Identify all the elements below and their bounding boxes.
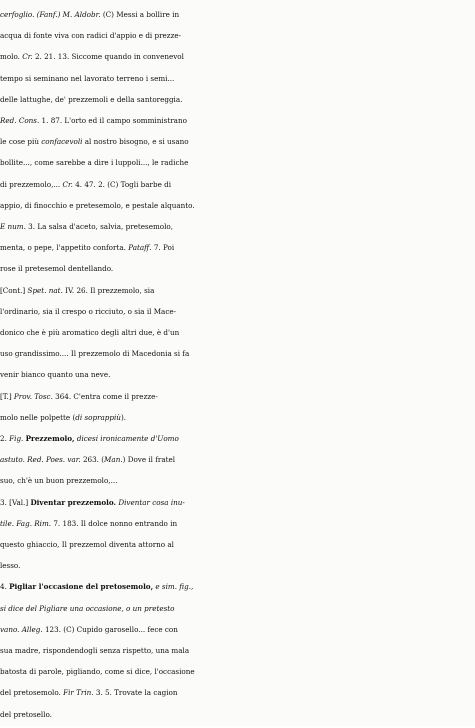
text-segment: questo ghiaccio, Il prezzemol diventa attorno al (0, 540, 174, 549)
text-segment: molo. (0, 52, 23, 62)
italic-text: Cr. (62, 179, 73, 189)
text-segment: l'ordinario, sia il crespo o ricciuto, o sia il Mace- (0, 306, 177, 316)
text-segment: rose il pretesemol dentellando. (0, 264, 114, 274)
text-segment: venir bianco quanto una neve. (0, 370, 111, 380)
text-segment: le cose più (0, 137, 42, 147)
text-segment: ). (120, 412, 127, 422)
text-segment: 123. (C) Cupido garosello... fece con (42, 624, 178, 634)
italic-text: Spet. nat. (27, 285, 63, 295)
text-segment: lesso. (0, 561, 21, 571)
text-segment: 3. [Val.] (0, 497, 31, 507)
text-segment: batosta di parole, pigliando, come si dice, l'occasione (0, 667, 195, 677)
text-segment: (C) Messi a bollire in (100, 10, 180, 19)
text-segment: acqua di fonte viva con radici d'appio e di prezze- (0, 31, 182, 41)
italic-text: Fir Trin. (63, 688, 94, 698)
text-segment: 3. 5. Trovate la cagion (93, 688, 178, 698)
text-segment: ) Dove il fratel (122, 455, 176, 465)
italic-text: Pataff. (128, 243, 152, 253)
text-segment: 7. 183. Il dolce nonno entrando in (51, 518, 178, 528)
text-segment: suo, ch'è un buon prezzemolo,... (0, 476, 118, 486)
italic-text: E num. (0, 222, 26, 231)
text-segment: [T.] (0, 391, 14, 401)
italic-text: dicesi ironicamente d'Uomo (74, 434, 179, 443)
italic-text: Prov. Tosc. (13, 391, 53, 401)
text-segment: bollite..., come sarebbe a dire i luppoli..., le radiche (0, 158, 189, 168)
bold-text: Prezzemolo, (25, 434, 75, 443)
text-segment: sua madre, rispondendogli senza rispetto, una mala (0, 646, 190, 655)
text-line (0, 702, 475, 728)
text-segment: tempo si seminano nel lavorato terreno i semi... (0, 73, 175, 83)
italic-text: confacevoli (41, 137, 83, 147)
text-segment: donico che è più aromatico degli altri due, è d'un (0, 328, 180, 337)
text-segment: al nostro bisogno, e si usano (82, 137, 189, 147)
text-segment: 263. ( (80, 455, 105, 465)
italic-text: Red. Cons. (0, 116, 40, 125)
italic-text: cerfoglio. (Fanf.) M. Aldobr. (0, 10, 101, 19)
text-segment: 2. 21. 13. Siccome quando in convenevol (32, 52, 184, 62)
italic-text: e sim. fig., (153, 582, 194, 592)
italic-text: Man. (104, 455, 123, 465)
text-segment: 2. (0, 434, 10, 443)
bold-text: Diventar prezzemolo. (30, 497, 117, 507)
text-segment: 3. La salsa d'aceto, salvia, pretesemolo, (25, 222, 174, 231)
italic-text: Fig. (9, 434, 24, 443)
text-segment: del pretosemolo. (0, 688, 64, 698)
italic-text: tile. Fag. Rim. (0, 518, 52, 528)
text-segment: appio, di finocchio e pretesemolo, e pestale alquanto. (0, 200, 195, 210)
text-segment: molo nelle polpette ( (0, 412, 76, 422)
bold-text: Pigliar l'occasione del pretosemolo, (9, 582, 154, 592)
text-segment: del pretosello. (0, 709, 52, 719)
italic-text: Cr. (22, 52, 33, 62)
text-segment: delle lattughe, de' prezzemoli e della santoreggia. (0, 94, 183, 104)
text-segment: menta, o pepe, l'appetito conforta. (0, 243, 129, 253)
italic-text: si dice del Pigliare una occasione, o un pretesto (0, 603, 175, 613)
text-segment: 364. C'entra come il prezze- (52, 391, 158, 401)
text-segment: uso grandissimo.... Il prezzemolo di Macedonia si fa (0, 349, 190, 359)
text-segment: 1. 87. L'orto ed il campo somministrano (39, 116, 187, 125)
text-segment: 7. Poi (151, 243, 175, 253)
text-segment: 4. (0, 582, 10, 592)
text-segment: IV. 26. Il prezzemolo, sia (62, 285, 155, 295)
italic-text: vano. Alleg. (0, 624, 43, 634)
italic-text: Diventar cosa inu- (116, 497, 185, 507)
italic-text: astuto. Red. Poes. var. (0, 455, 81, 465)
italic-text: di soprappiù (75, 412, 121, 422)
text-segment: [Cont.] (0, 285, 28, 295)
text-segment: 4. 47. 2. (C) Togli barbe di (72, 179, 172, 189)
text-segment: di prezzemolo,... (0, 179, 63, 189)
